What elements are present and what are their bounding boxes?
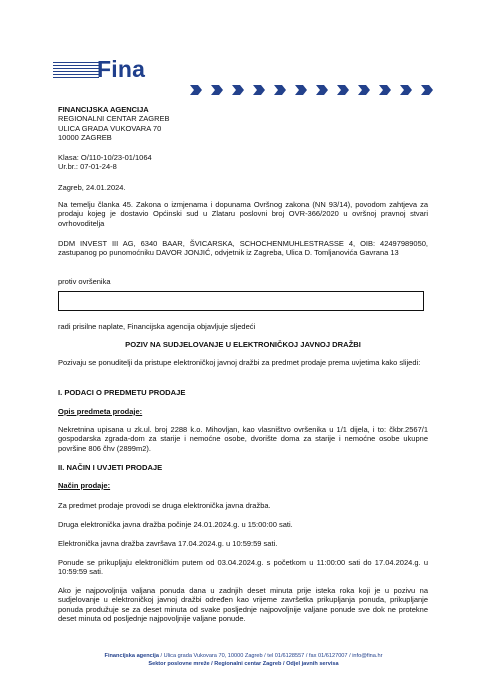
purpose-line: radi prisilne naplate, Financijska agencija objavljuje sljedeći: [58, 322, 256, 331]
redacted-debtor-box: [58, 291, 424, 311]
auction-end-paragraph: Elektronička javna dražba završava 17.04.2024.g. u 10:59:59 sati.: [58, 539, 278, 548]
creditor-paragraph: DDM INVEST III AG, 6340 BAAR, ŠVICARSKA, SCHOCHENMUHLESTRASSE 4, OIB: 42497989050, zastupanog po punomoćniku DAVOR JONJIĆ, odvjetnik iz Zagreba, Ulica D. Tomljanovića Gavrana 13: [58, 239, 428, 258]
document-title: POZIV NA SUDJELOVANJE U ELEKTRONIČKOJ JAVNOJ DRAŽBI: [125, 340, 361, 349]
footer-org: Financijska agencija: [104, 653, 159, 659]
extension-rule-paragraph: Ako je najpovoljnija valjana ponuda dana u zadnjih deset minuta prije isteka roka koji je u pozivu na sudjelovanje u elektroničkoj javnoj dražbi određen kao vrijeme završetka prikupljanja ponuda, prikupljanje ponuda produžuje se za deset minuta od svake posljednje najpovoljnije valjane ponude sve dok ne protekne deset minuta od posljednje najpovoljnije valjane ponude.: [58, 586, 428, 623]
sender-address: [58, 105, 428, 142]
against-label: protiv ovršenika: [58, 277, 111, 286]
klasa: Klasa: O/110-10/23-01/1064: [58, 153, 152, 162]
auction-start-paragraph: Druga elektronička javna dražba počinje 24.01.2024.g. u 15:00:00 sati.: [58, 520, 293, 529]
footer-contact: / Ulica grada Vukovara 70, 10000 Zagreb / tel 01/6128557 / fax 01/6127007 / info@fina.hr: [158, 653, 383, 659]
section-2-heading: II. NAČIN I UVJETI PRODAJE: [58, 463, 163, 472]
logo-wordmark: Fina: [97, 56, 146, 82]
sender-street: ULICA GRADA VUKOVARA 70: [58, 123, 162, 133]
reference-numbers: [58, 153, 428, 172]
intro-paragraph: Na temelju članka 45. Zakona o izmjenama i dopunama Ovršnog zakona (NN 93/14), povodom zahtjeva za prodaju kojeg je dostavio Općinski sud u Zlataru poslovni broj OVR-366/2020 u ovršnoj pravnoj stvari ovrhovoditelja: [58, 200, 428, 228]
section-1-heading: I. PODACI O PREDMETU PRODAJE: [58, 388, 186, 397]
footer-line-2: Sektor poslovne mreže / Regionalni centar Zagreb / Odjel javnih servisa: [148, 661, 339, 667]
sender-city: 10000 ZAGREB: [58, 132, 112, 142]
chevron-icons: [190, 85, 433, 95]
urbr: Ur.br.: 07-01-24-8: [58, 162, 117, 172]
fina-logo: [53, 58, 163, 80]
bid-period-paragraph: Ponude se prikupljaju elektroničkim putem od 03.04.2024.g. s početkom u 11:00:00 sati do 17.04.2024.g. u 10:59:59 sati.: [58, 558, 428, 577]
section-1-subheading: Opis predmeta prodaje:: [58, 407, 143, 416]
property-description: Nekretnina upisana u zk.ul. broj 2288 k.o. Mihovljan, kao vlasništvo ovršenika u 1/1 dijela, i to: čkbr.2567/1 gospodarska zgrada-dom za starije i nemoćne osobe, dvorište doma za starije i nemoćne osobe ukupne površine 806 čhv (2899m2).: [58, 425, 428, 453]
document-date: Zagreb, 24.01.2024.: [58, 183, 126, 192]
sender-name: FINANCIJSKA AGENCIJA: [58, 105, 149, 114]
sender-unit: REGIONALNI CENTAR ZAGREB: [58, 114, 170, 124]
footer-line-1: [0, 652, 487, 660]
logo-stripes: [53, 62, 99, 78]
section-2-subheading: Način prodaje:: [58, 481, 111, 490]
sale-type-paragraph: Za predmet prodaje provodi se druga elektronička javna dražba.: [58, 501, 271, 510]
decorative-chevron-row: [190, 85, 440, 95]
invite-paragraph: Pozivaju se ponuditelji da pristupe elektroničkoj javnoj dražbi za predmet prodaje prema uvjetima kako slijedi:: [58, 358, 421, 367]
footer: [0, 652, 487, 668]
